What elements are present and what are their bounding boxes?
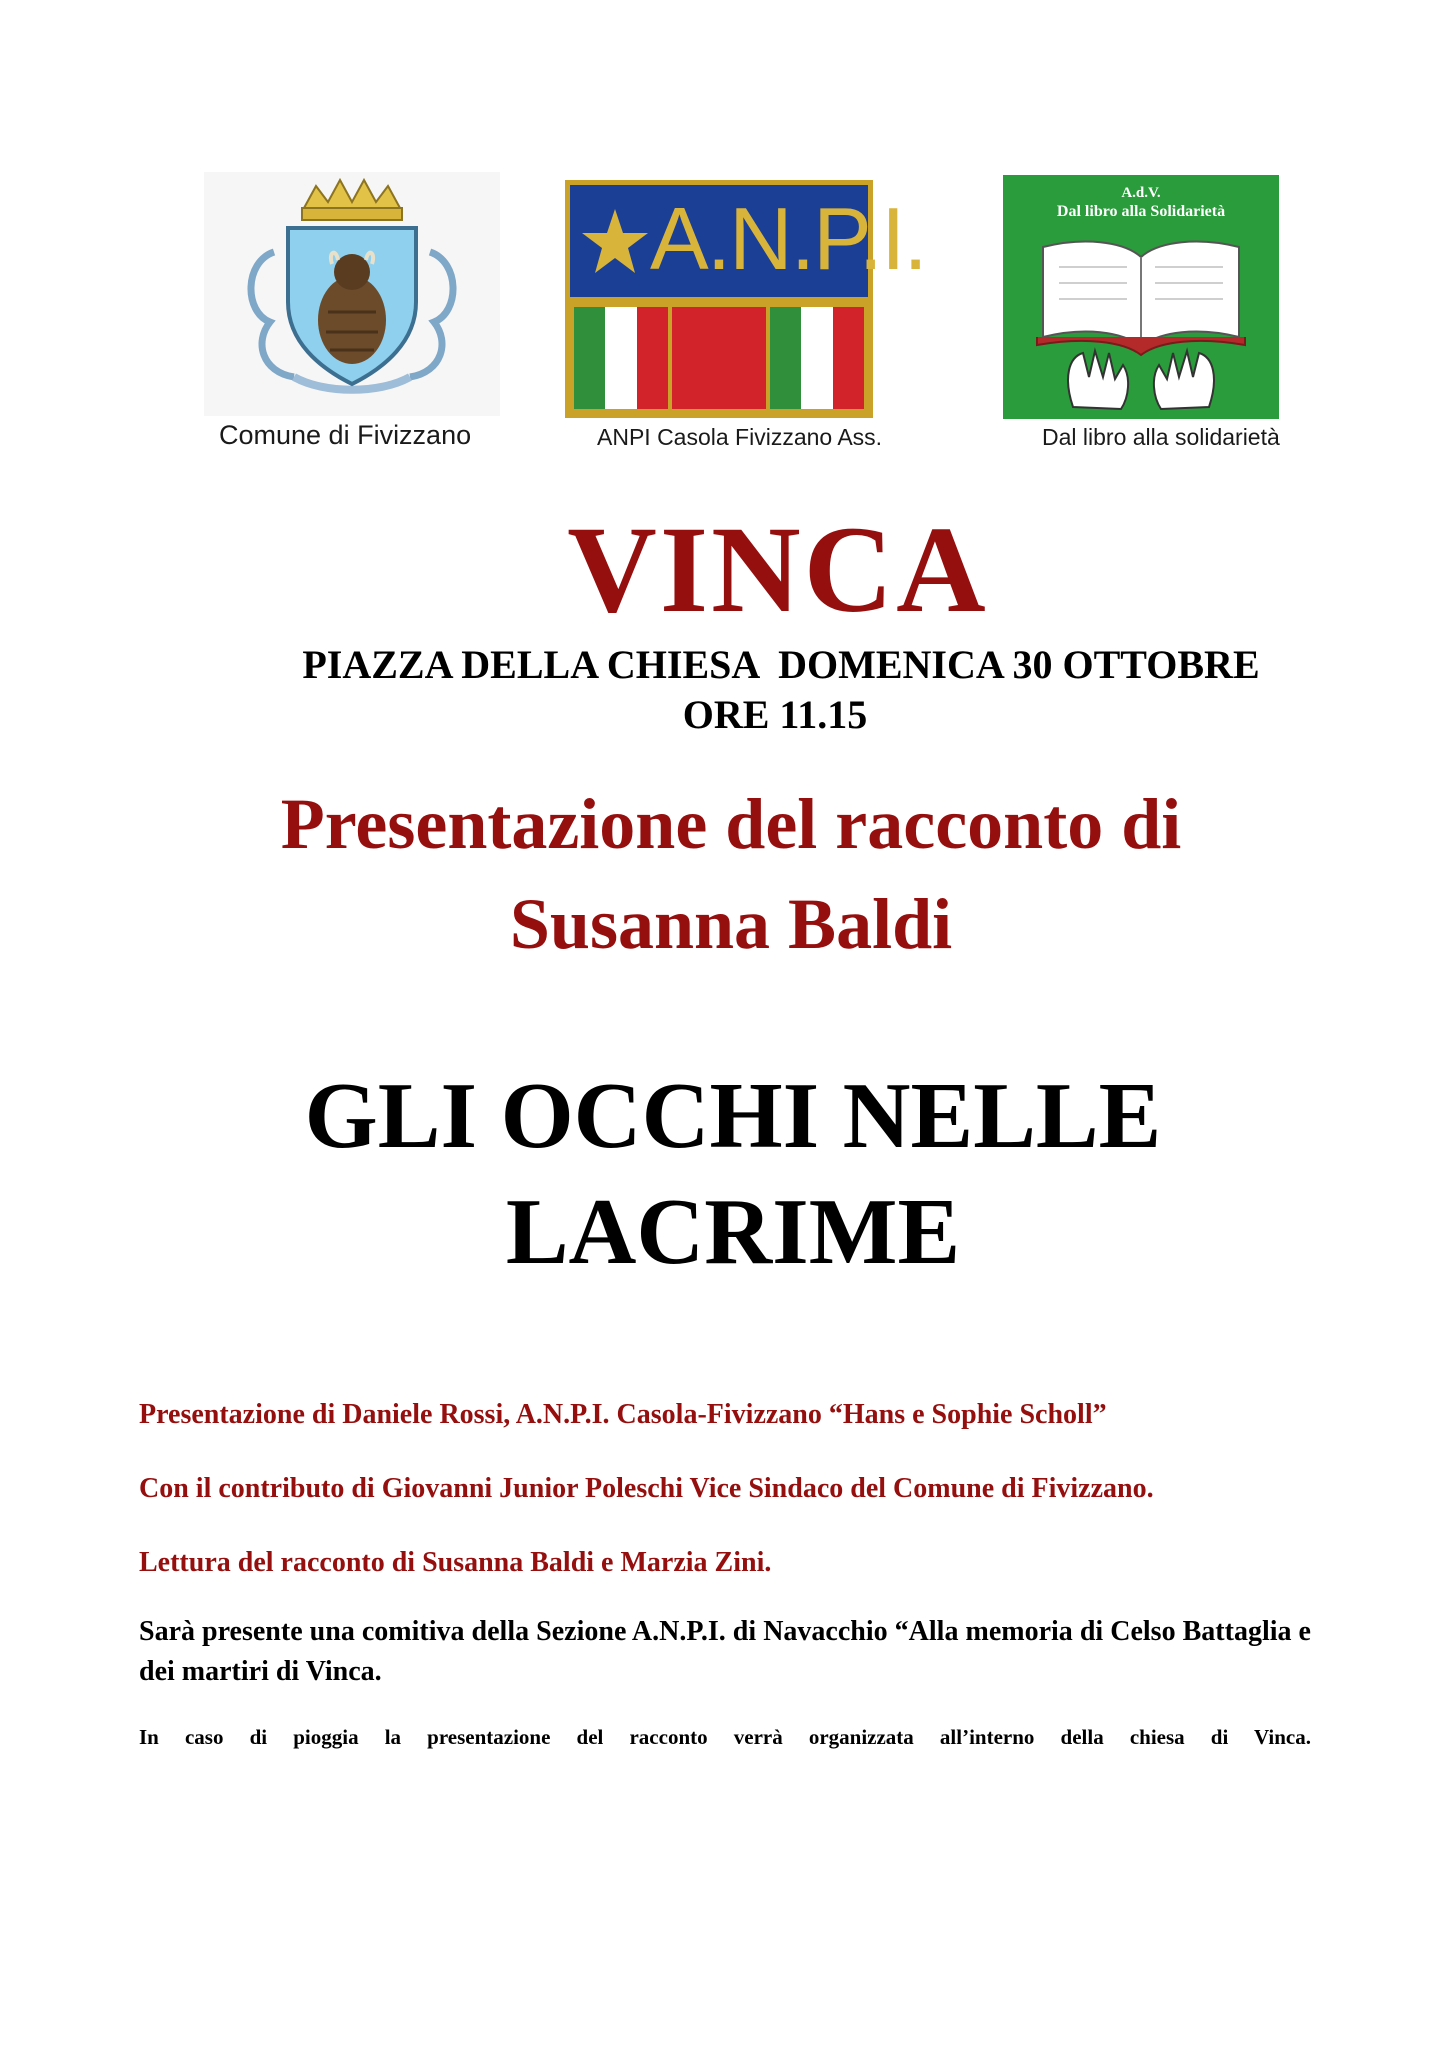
anpi-logo-text: A.N.P.I. xyxy=(650,189,926,288)
star-icon xyxy=(580,207,650,277)
comune-fivizzano-logo xyxy=(204,172,500,416)
anpi-logo-flags xyxy=(570,303,868,413)
presentation-line2: Susanna Baldi xyxy=(509,884,953,964)
book-title-line1: GLI OCCHI NELLE xyxy=(304,1064,1162,1168)
adv-logo-line2: Dal libro alla Solidarietà xyxy=(1056,203,1226,220)
place-title: VINCA xyxy=(567,501,989,638)
flag-left xyxy=(574,307,668,409)
flag-right xyxy=(770,307,864,409)
presentation-line1: Presentazione del racconto di xyxy=(280,784,1182,864)
rain-note-paragraph: In caso di pioggia la presentazione del racconto verrà organizzata all’interno della chiesa di Vinca. xyxy=(139,1725,1311,1749)
adv-caption: Dal libro alla solidarietà xyxy=(1042,424,1280,450)
comune-caption: Comune di Fivizzano xyxy=(219,420,472,450)
anpi-logo xyxy=(565,180,926,418)
anpi-logo-banner xyxy=(570,185,926,297)
reading-paragraph: Lettura del racconto di Susanna Baldi e Marzia Zini. xyxy=(139,1547,772,1578)
contribution-paragraph: Con il contributo di Giovanni Junior Poleschi Vice Sindaco del Comune di Fivizzano. xyxy=(139,1473,1154,1504)
book-hands-icon xyxy=(1003,227,1279,417)
presenter-paragraph: Presentazione di Daniele Rossi, A.N.P.I. Casola-Fivizzano “Hans e Sophie Scholl” xyxy=(139,1399,1107,1430)
book-title-line2: LACRIME xyxy=(505,1180,961,1284)
event-time: ORE 11.15 xyxy=(682,692,868,737)
location-date: PIAZZA DELLA CHIESA DOMENICA 30 OTTOBRE xyxy=(302,642,1260,687)
adv-logo-line1: A.d.V. xyxy=(1121,185,1161,201)
anpi-caption: ANPI Casola Fivizzano Ass. xyxy=(597,424,883,450)
adv-logo xyxy=(1003,175,1279,419)
coat-of-arms-icon xyxy=(204,172,500,416)
flag-center xyxy=(672,307,766,409)
delegation-paragraph: Sarà presente una comitiva della Sezione A.N.P.I. di Navacchio “Alla memoria di Celso Battaglia e dei martiri di Vinca. xyxy=(139,1616,1311,1687)
